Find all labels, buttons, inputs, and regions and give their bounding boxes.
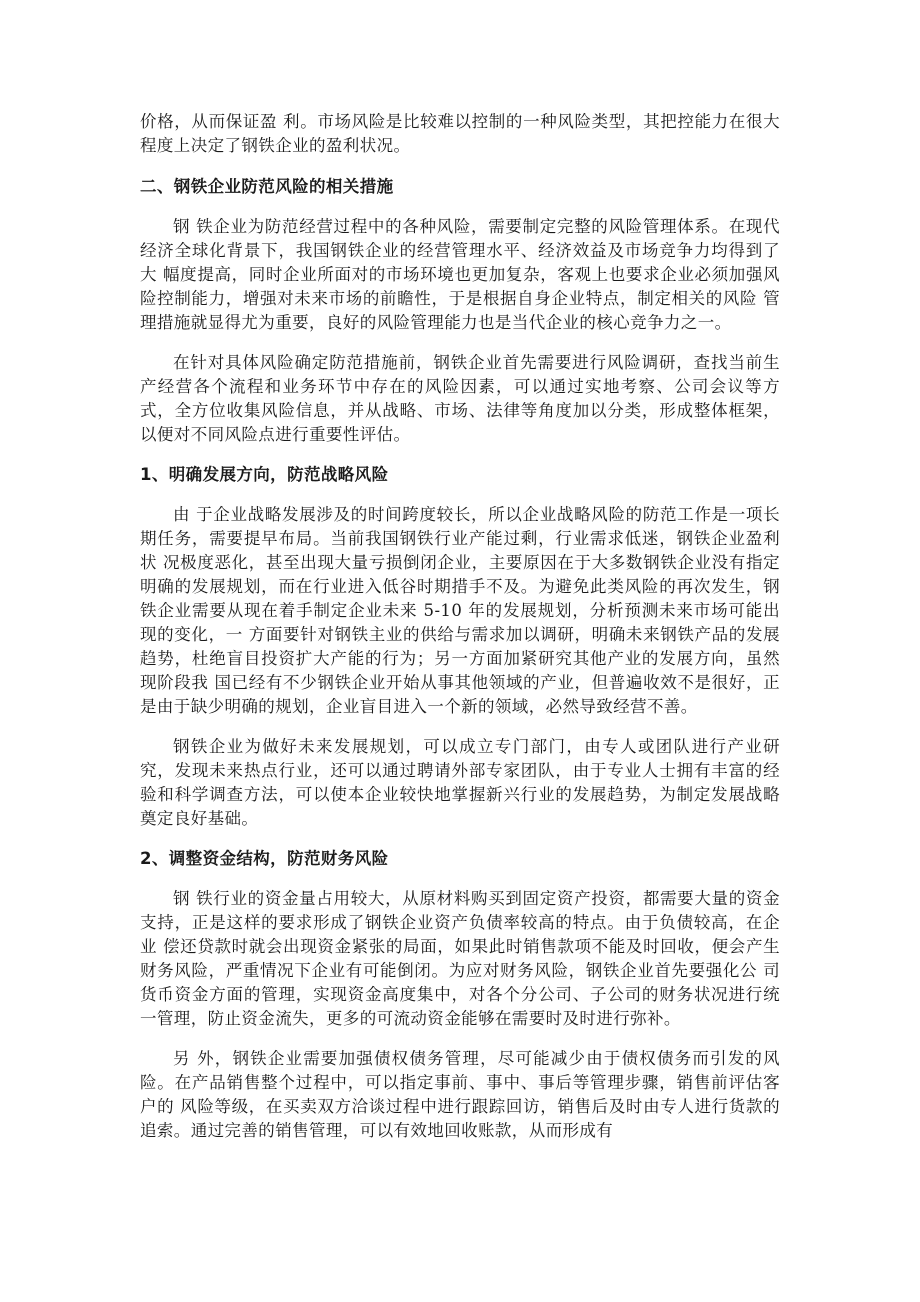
section-heading: 二、钢铁企业防范风险的相关措施 — [140, 177, 394, 196]
paragraph: 另 外，钢铁企业需要加强债权债务管理，尽可能减少由于债权债务而引发的风险。在产品销售整个过程中，可以指定事前、事中、事后等管理步骤，销售前评估客户的 风险等级，在买卖双方洽谈过程中进行跟踪回访，销售后及时由专人进行货款的追索。通过完善的销售管理，可以有效地回收账款，从而形成有 — [140, 1049, 780, 1140]
paragraph: 钢 铁企业为防范经营过程中的各种风险，需要制定完整的风险管理体系。在现代经济全球化背景下，我国钢铁企业的经营管理水平、经济效益及市场竞争力均得到了大 幅度提高，同时企业所面对的市场环境也更加复杂，客观上也要求企业必须加强风险控制能力，增强对未来市场的前瞻性，于是根据自身企业特点，制定相关的风险 管理措施就显得尤为重要，良好的风险管理能力也是当代企业的核心竞争力之一。 — [140, 217, 780, 332]
document-page — [140, 110, 780, 1143]
paragraph: 在针对具体风险确定防范措施前，钢铁企业首先需要进行风险调研，查找当前生产经营各个流程和业务环节中存在的风险因素，可以通过实地考察、公司会议等方式，全方位收集风险信息，并从战略、市场、法律等角度加以分类，形成整体框架，以便对不同风险点进行重要性评估。 — [140, 353, 780, 444]
paragraph: 由 于企业战略发展涉及的时间跨度较长，所以企业战略风险的防范工作是一项长期任务，需要提早布局。当前我国钢铁行业产能过剩，行业需求低迷，钢铁企业盈利状 况极度恶化，甚至出现大量亏损倒闭企业，主要原因在于大多数钢铁企业没有指定明确的发展规划，而在行业进入低谷时期措手不及。为避免此类风险的再次发生，钢铁企业需要从现在着手制定企业未来 5-10 年的发展规划，分析预测未来市场可能出现的变化，一 方面要针对钢铁主业的供给与需求加以调研，明确未来钢铁产品的发展趋势，杜绝盲目投资扩大产能的行为；另一方面加紧研究其他产业的发展方向，虽然现阶段我 国已经有不少钢铁企业开始从事其他领域的产业，但普遍收效不是很好，正是由于缺少明确的规划，企业盲目进入一个新的领域，必然导致经营不善。 — [140, 505, 780, 716]
subsection-heading-strategy: 1、明确发展方向，防范战略风险 — [140, 465, 389, 484]
continued-paragraph: 价格，从而保证盈 利。市场风险是比较难以控制的一种风险类型，其把控能力在很大程度上决定了钢铁企业的盈利状况。 — [140, 112, 780, 155]
subsection-heading-finance: 2、调整资金结构，防范财务风险 — [140, 849, 389, 868]
paragraph: 钢 铁行业的资金量占用较大，从原材料购买到固定资产投资，都需要大量的资金支持，正是这样的要求形成了钢铁企业资产负债率较高的特点。由于负债较高，在企业 偿还贷款时就会出现资金紧张的局面，如果此时销售款项不能及时回收，便会产生财务风险，严重情况下企业有可能倒闭。为应对财务风险，钢铁企业首先要强化公 司货币资金方面的管理，实现资金高度集中，对各个分公司、子公司的财务状况进行统一管理，防止资金流失，更多的可流动资金能够在需要时及时进行弥补。 — [140, 889, 780, 1028]
paragraph: 钢铁企业为做好未来发展规划，可以成立专门部门，由专人或团队进行产业研究，发现未来热点行业，还可以通过聘请外部专家团队，由于专业人士拥有丰富的经验和科学调查方法，可以使本企业较快地掌握新兴行业的发展趋势，为制定发展战略奠定良好基础。 — [140, 737, 780, 828]
